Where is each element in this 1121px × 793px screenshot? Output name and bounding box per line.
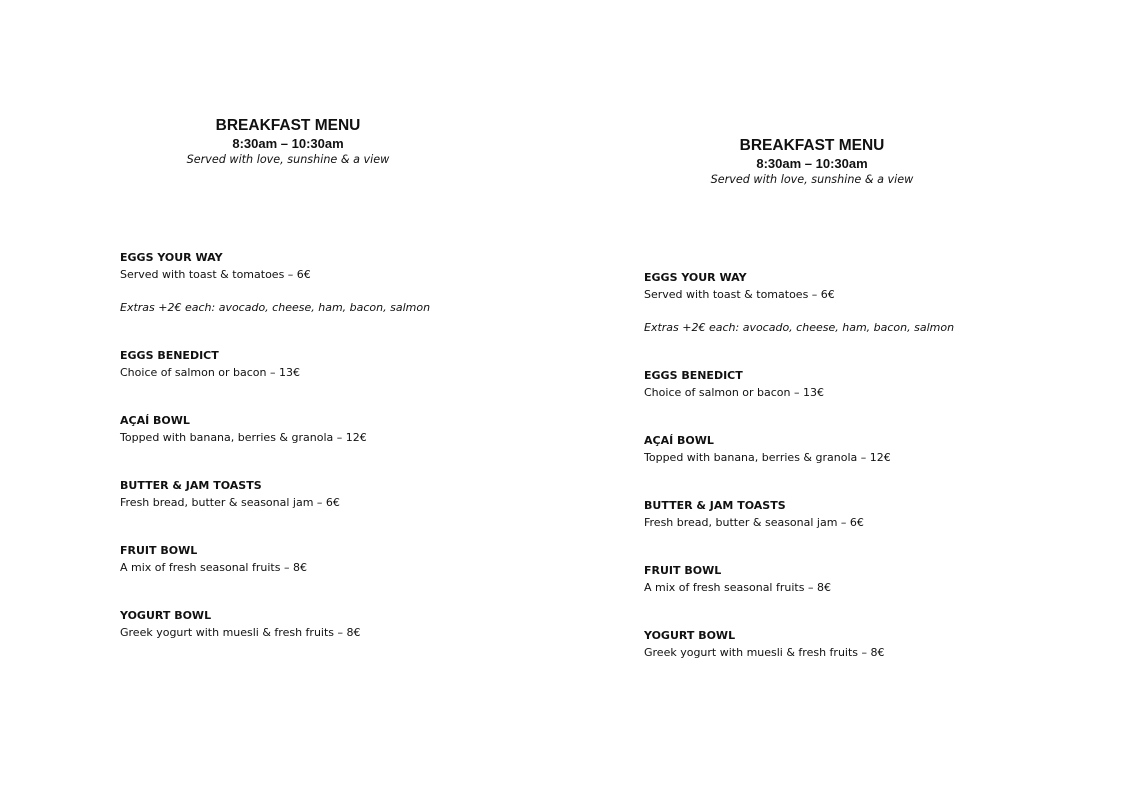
- menu-hours: 8:30am – 10:30am: [232, 136, 344, 151]
- menu-item-fruit-bowl: [120, 543, 540, 608]
- item-description: A mix of fresh seasonal fruits – 8€: [644, 580, 831, 594]
- item-extras: Extras +2€ each: avocado, cheese, ham, bacon, salmon: [644, 320, 955, 334]
- item-name: EGGS YOUR WAY: [644, 271, 747, 284]
- item-name: BUTTER & JAM TOASTS: [120, 479, 262, 492]
- menu-header: [644, 136, 980, 188]
- menu-item-butter-jam-toasts: [120, 478, 540, 543]
- item-name: AÇAÍ BOWL: [644, 434, 714, 447]
- item-description: A mix of fresh seasonal fruits – 8€: [120, 560, 307, 574]
- menu-item-yogurt-bowl: [120, 608, 540, 673]
- menu-item-list: [120, 250, 540, 673]
- item-name: FRUIT BOWL: [644, 564, 722, 577]
- item-name: EGGS YOUR WAY: [120, 251, 223, 264]
- menu-tagline: Served with love, sunshine & a view: [186, 153, 390, 166]
- item-description: Served with toast & tomatoes – 6€: [120, 267, 311, 281]
- menu-hours: 8:30am – 10:30am: [756, 156, 868, 171]
- item-description: Topped with banana, berries & granola – 12€: [120, 430, 367, 444]
- menu-item-eggs-benedict: [644, 368, 1064, 433]
- item-description: Choice of salmon or bacon – 13€: [644, 385, 825, 399]
- menu-item-eggs-your-way: [644, 270, 1064, 368]
- item-description: Served with toast & tomatoes – 6€: [644, 287, 835, 301]
- item-name: BUTTER & JAM TOASTS: [644, 499, 786, 512]
- item-description: Greek yogurt with muesli & fresh fruits – 8€: [120, 625, 361, 639]
- item-name: EGGS BENEDICT: [644, 369, 743, 382]
- item-name: FRUIT BOWL: [120, 544, 198, 557]
- item-name: AÇAÍ BOWL: [120, 414, 190, 427]
- menu-item-fruit-bowl: [644, 563, 1064, 628]
- item-description: Greek yogurt with muesli & fresh fruits – 8€: [644, 645, 885, 659]
- menu-title: BREAKFAST MENU: [215, 117, 361, 134]
- item-description: Fresh bread, butter & seasonal jam – 6€: [120, 495, 340, 509]
- item-name: YOGURT BOWL: [644, 629, 736, 642]
- item-name: YOGURT BOWL: [120, 609, 212, 622]
- item-name: EGGS BENEDICT: [120, 349, 219, 362]
- menu-header: [120, 116, 456, 168]
- item-extras: Extras +2€ each: avocado, cheese, ham, bacon, salmon: [120, 300, 431, 314]
- menu-item-eggs-your-way: [120, 250, 540, 348]
- menu-item-list: [644, 270, 1064, 693]
- item-description: Choice of salmon or bacon – 13€: [120, 365, 301, 379]
- menu-item-acai-bowl: [120, 413, 540, 478]
- menu-title: BREAKFAST MENU: [739, 137, 885, 154]
- menu-item-eggs-benedict: [120, 348, 540, 413]
- menu-item-yogurt-bowl: [644, 628, 1064, 693]
- menu-item-acai-bowl: [644, 433, 1064, 498]
- menu-tagline: Served with love, sunshine & a view: [710, 173, 914, 186]
- item-description: Fresh bread, butter & seasonal jam – 6€: [644, 515, 864, 529]
- menu-item-butter-jam-toasts: [644, 498, 1064, 563]
- item-description: Topped with banana, berries & granola – 12€: [644, 450, 891, 464]
